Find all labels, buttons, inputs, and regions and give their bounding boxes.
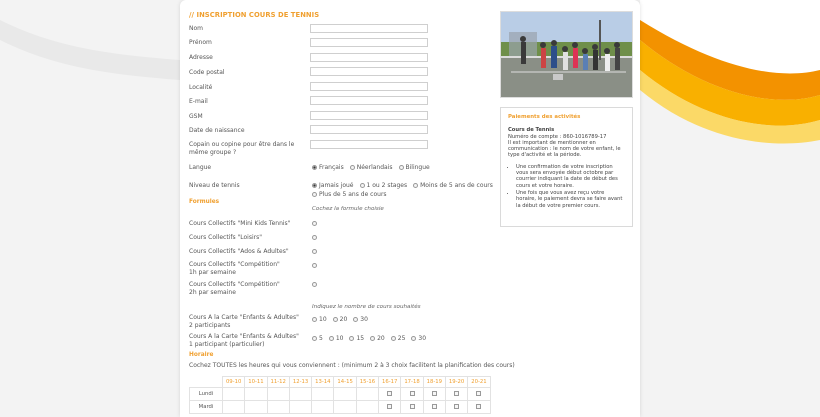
label-carte-1p	[189, 333, 311, 348]
radio-carte-1p-10[interactable]	[329, 335, 344, 342]
radio-label: Moins de 5 ans de cours	[420, 182, 493, 189]
schedule-table	[189, 376, 491, 414]
langue-radio-group	[312, 164, 436, 171]
hour-header: 11-12	[267, 377, 289, 388]
radio-label: 25	[397, 335, 406, 342]
hour-header: 10-11	[245, 377, 267, 388]
checkbox-mardi-20-21[interactable]	[476, 404, 481, 409]
radio-icon	[312, 192, 317, 197]
radio-label: 1 ou 2 stages	[366, 182, 408, 189]
label-line: 1h par semaine	[189, 268, 236, 276]
form-page	[180, 0, 640, 417]
radio-label: Jamais joué	[319, 182, 354, 189]
info-club: Cours de Tennis	[508, 127, 555, 134]
input-prenom[interactable]	[310, 38, 428, 47]
hour-header: 20-21	[468, 377, 490, 388]
radio-competition-1h[interactable]	[312, 263, 317, 268]
hour-header: 12-13	[289, 377, 311, 388]
hour-header: 15-16	[356, 377, 378, 388]
radio-icon	[391, 336, 396, 341]
radio-niveau-jamais[interactable]	[312, 182, 354, 189]
label-competition-1h	[189, 261, 311, 276]
slot-cell	[468, 388, 490, 401]
label-carte-2p	[189, 314, 311, 329]
checkbox-mardi-17-18[interactable]	[410, 404, 415, 409]
info-bullets	[508, 164, 625, 209]
radio-carte-1p-15[interactable]	[349, 335, 364, 342]
radio-niveau-plus5[interactable]	[312, 191, 387, 198]
title-text: INSCRIPTION COURS DE TENNIS	[196, 11, 320, 19]
radio-icon-checked	[312, 165, 317, 170]
slot-cell	[267, 388, 289, 401]
radio-langue-francais[interactable]	[312, 164, 344, 171]
payment-info-box	[500, 107, 633, 227]
checkbox-mardi-18-19[interactable]	[432, 404, 437, 409]
title-prefix: //	[189, 11, 197, 19]
radio-label: 30	[360, 316, 368, 323]
slot-cell	[356, 388, 378, 401]
label-loisirs: Cours Collectifs "Loisirs"	[189, 234, 262, 241]
label-line: Cours Collectifs "Compétition"	[189, 261, 280, 268]
label-line: 1 participant (particulier)	[189, 340, 265, 348]
checkbox-mardi-19-20[interactable]	[454, 404, 459, 409]
input-localite[interactable]	[310, 82, 428, 91]
input-code-postal[interactable]	[310, 67, 428, 76]
radio-icon	[350, 165, 355, 170]
label-email: E-mail	[189, 98, 208, 105]
radio-carte-1p-5[interactable]	[312, 335, 323, 342]
radio-label: Français	[319, 164, 344, 171]
radio-loisirs[interactable]	[312, 235, 317, 240]
info-title: Paiements des activités	[508, 114, 581, 120]
niveau-radio-group	[312, 182, 499, 189]
radio-label: Néerlandais	[356, 164, 393, 171]
hour-header: 16-17	[379, 377, 401, 388]
info-account: Numéro de compte : 860-1016789-17	[508, 133, 607, 140]
hour-header: 18-19	[423, 377, 445, 388]
radio-icon	[411, 336, 416, 341]
radio-langue-bilingue[interactable]	[399, 164, 430, 171]
label-niveau: Niveau de tennis	[189, 182, 240, 189]
label-line: 2 participants	[189, 321, 231, 329]
day-label: Lundi	[190, 388, 223, 401]
radio-icon	[312, 336, 317, 341]
label-competition-2h	[189, 281, 311, 296]
label-adresse: Adresse	[189, 54, 213, 61]
slot-cell	[223, 401, 245, 414]
schedule-corner	[190, 377, 223, 388]
checkbox-lundi-18-19[interactable]	[432, 391, 437, 396]
radio-label: 20	[339, 316, 348, 323]
radio-icon	[353, 317, 358, 322]
radio-niveau-moins5[interactable]	[413, 182, 493, 189]
section-formules: Formules	[189, 199, 220, 205]
radio-competition-2h[interactable]	[312, 282, 317, 287]
radio-icon	[333, 317, 338, 322]
schedule-row-lundi	[190, 388, 491, 401]
radio-label: 30	[418, 335, 427, 342]
slot-cell	[223, 388, 245, 401]
radio-icon	[349, 336, 354, 341]
info-bullet: • Une fois que vous avez reçu votre horaire, le paiement devra se faire avant la début de votre premier cours.	[516, 190, 625, 209]
radio-carte-1p-25[interactable]	[391, 335, 406, 342]
schedule-header-row	[190, 377, 491, 388]
radio-ados-adultes[interactable]	[312, 249, 317, 254]
radio-carte-1p-20[interactable]	[370, 335, 385, 342]
page-title	[189, 11, 319, 19]
checkbox-lundi-16-17[interactable]	[387, 391, 392, 396]
label-line: Cours A la Carte "Enfants & Adultes"	[189, 314, 299, 321]
label-langue: Langue	[189, 164, 212, 171]
hour-header: 09-10	[223, 377, 245, 388]
radio-mini-kids[interactable]	[312, 221, 317, 226]
label-date-naissance: Date de naissance	[189, 127, 245, 134]
slot-cell	[423, 401, 445, 414]
radio-label: Bilingue	[405, 164, 430, 171]
input-date-naissance[interactable]	[310, 125, 428, 134]
slot-cell	[445, 388, 467, 401]
checkbox-lundi-17-18[interactable]	[410, 391, 415, 396]
slot-cell	[245, 401, 267, 414]
info-bullet: • Une confirmation de votre inscription vous sera envoyée début octobre par courrier indiquant la date de début des cours et votre horaire.	[516, 164, 625, 189]
radio-icon	[399, 165, 404, 170]
slot-cell	[245, 388, 267, 401]
radio-label: 20	[377, 335, 385, 342]
radio-icon	[312, 317, 317, 322]
input-email[interactable]	[310, 96, 428, 105]
carte-2p-radio-group	[312, 316, 374, 323]
slot-cell	[267, 401, 289, 414]
radio-niveau-stages[interactable]	[360, 182, 408, 189]
slot-cell	[379, 388, 401, 401]
slot-cell	[423, 388, 445, 401]
label-prenom: Prénom	[189, 39, 212, 46]
slot-cell	[289, 401, 311, 414]
slot-cell	[312, 401, 334, 414]
formules-hint: Cochez la formule choisie	[312, 206, 384, 212]
radio-icon	[370, 336, 375, 341]
radio-carte-1p-30[interactable]	[411, 335, 426, 342]
radio-icon	[360, 183, 365, 188]
label-line: Cours A la Carte "Enfants & Adultes"	[189, 333, 299, 340]
hour-header: 19-20	[445, 377, 467, 388]
radio-icon	[413, 183, 418, 188]
info-text: Il est important de mentionner en communication : le nom de votre enfant, le type d'activité et la période.	[508, 139, 621, 159]
label-line: Cours Collectifs "Compétition"	[189, 281, 280, 288]
day-label: Mardi	[190, 401, 223, 414]
slot-cell	[289, 388, 311, 401]
slot-cell	[445, 401, 467, 414]
label-localite: Localité	[189, 84, 213, 91]
slot-cell	[334, 388, 356, 401]
radio-langue-neerlandais[interactable]	[350, 164, 393, 171]
input-copain[interactable]	[310, 140, 428, 149]
label-copain: Copain ou copine pour être dans le même groupe ?	[189, 141, 295, 156]
label-line: 2h par semaine	[189, 288, 236, 296]
tennis-photo	[500, 11, 633, 98]
checkbox-mardi-16-17[interactable]	[387, 404, 392, 409]
schedule-row-mardi	[190, 401, 491, 414]
radio-label: 5	[319, 335, 323, 342]
niveau-radio-group-2	[312, 191, 393, 198]
slot-cell	[312, 388, 334, 401]
label-mini-kids: Cours Collectifs "Mini Kids Tennis"	[189, 220, 291, 227]
hour-header: 17-18	[401, 377, 423, 388]
radio-icon-checked	[312, 183, 317, 188]
input-adresse[interactable]	[310, 53, 428, 62]
input-nom[interactable]	[310, 24, 428, 33]
radio-label: 10	[319, 316, 327, 323]
label-ados-adultes: Cours Collectifs "Ados & Adultes"	[189, 248, 289, 255]
carte-1p-radio-group	[312, 335, 432, 342]
slot-cell	[356, 401, 378, 414]
radio-label: 15	[356, 335, 365, 342]
slot-cell	[334, 401, 356, 414]
checkbox-lundi-19-20[interactable]	[454, 391, 459, 396]
radio-carte-2p-10[interactable]	[312, 316, 327, 323]
section-horaire: Horaire	[189, 352, 214, 358]
label-gsm: GSM	[189, 113, 203, 120]
radio-carte-2p-20[interactable]	[333, 316, 348, 323]
label-nom: Nom	[189, 25, 204, 32]
hour-header: 14-15	[334, 377, 356, 388]
radio-label: Plus de 5 ans de cours	[319, 191, 387, 198]
radio-carte-2p-30[interactable]	[353, 316, 368, 323]
slot-cell	[468, 401, 490, 414]
input-gsm[interactable]	[310, 111, 428, 120]
slot-cell	[379, 401, 401, 414]
radio-label: 10	[335, 335, 344, 342]
checkbox-lundi-20-21[interactable]	[476, 391, 481, 396]
hour-header: 13-14	[312, 377, 334, 388]
count-hint: Indiquez le nombre de cours souhaités	[312, 304, 421, 310]
label-code-postal: Code postal	[189, 69, 225, 76]
slot-cell	[401, 401, 423, 414]
slot-cell	[401, 388, 423, 401]
radio-icon	[329, 336, 334, 341]
horaire-hint: Cochez TOUTES les heures qui vous conviennent : (minimum 2 à 3 choix facilitent la planification des cours)	[189, 362, 515, 369]
